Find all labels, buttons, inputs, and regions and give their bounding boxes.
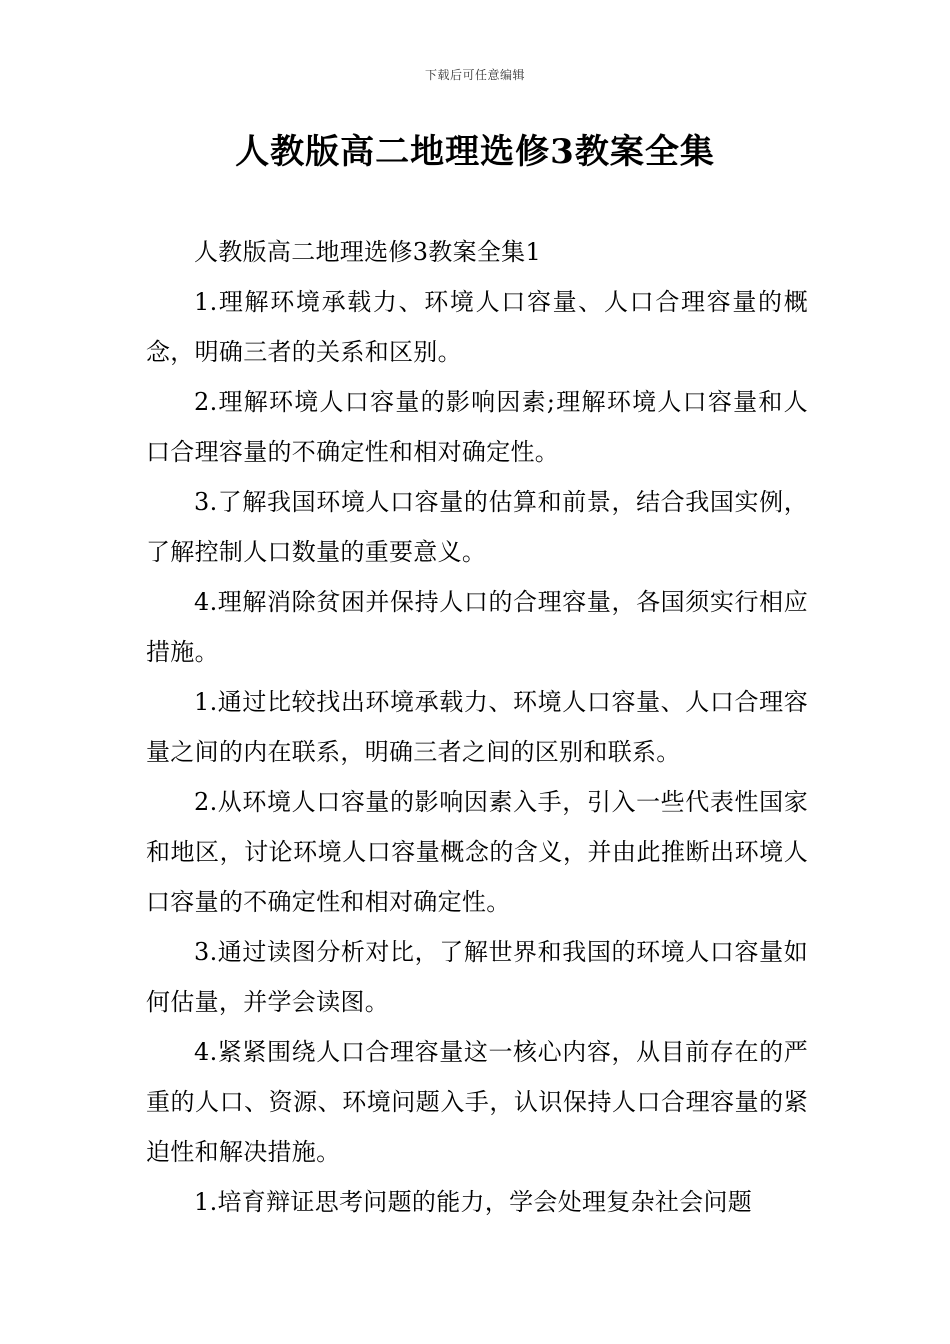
paragraph: 1.理解环境承载力、环境人口容量、人口合理容量的概念，明确三者的关系和区别。 <box>146 288 808 366</box>
document-body <box>146 227 808 1227</box>
document-title: 人教版高二地理选修3教案全集 <box>235 132 715 172</box>
paragraph: 3.了解我国环境人口容量的估算和前景，结合我国实例，了解控制人口数量的重要意义。 <box>146 488 808 566</box>
header-note: 下载后可任意编辑 <box>424 68 525 82</box>
paragraph: 4.紧紧围绕人口合理容量这一核心内容，从目前存在的严重的人口、资源、环境问题入手，认识保持人口合理容量的紧迫性和解决措施。 <box>146 1038 808 1166</box>
paragraph: 1.培育辩证思考问题的能力，学会处理复杂社会问题 <box>194 1188 753 1216</box>
paragraph: 4.理解消除贫困并保持人口的合理容量，各国须实行相应措施。 <box>146 588 808 666</box>
paragraph: 2.从环境人口容量的影响因素入手，引入一些代表性国家和地区，讨论环境人口容量概念的含义，并由此推断出环境人口容量的不确定性和相对确定性。 <box>146 788 808 916</box>
paragraph-subtitle: 人教版高二地理选修3教案全集1 <box>194 238 542 266</box>
paragraph: 1.通过比较找出环境承载力、环境人口容量、人口合理容量之间的内在联系，明确三者之间的区别和联系。 <box>146 688 808 766</box>
paragraph: 2.理解环境人口容量的影响因素;理解环境人口容量和人口合理容量的不确定性和相对确定性。 <box>146 388 808 466</box>
paragraph: 3.通过读图分析对比，了解世界和我国的环境人口容量如何估量，并学会读图。 <box>146 938 808 1016</box>
